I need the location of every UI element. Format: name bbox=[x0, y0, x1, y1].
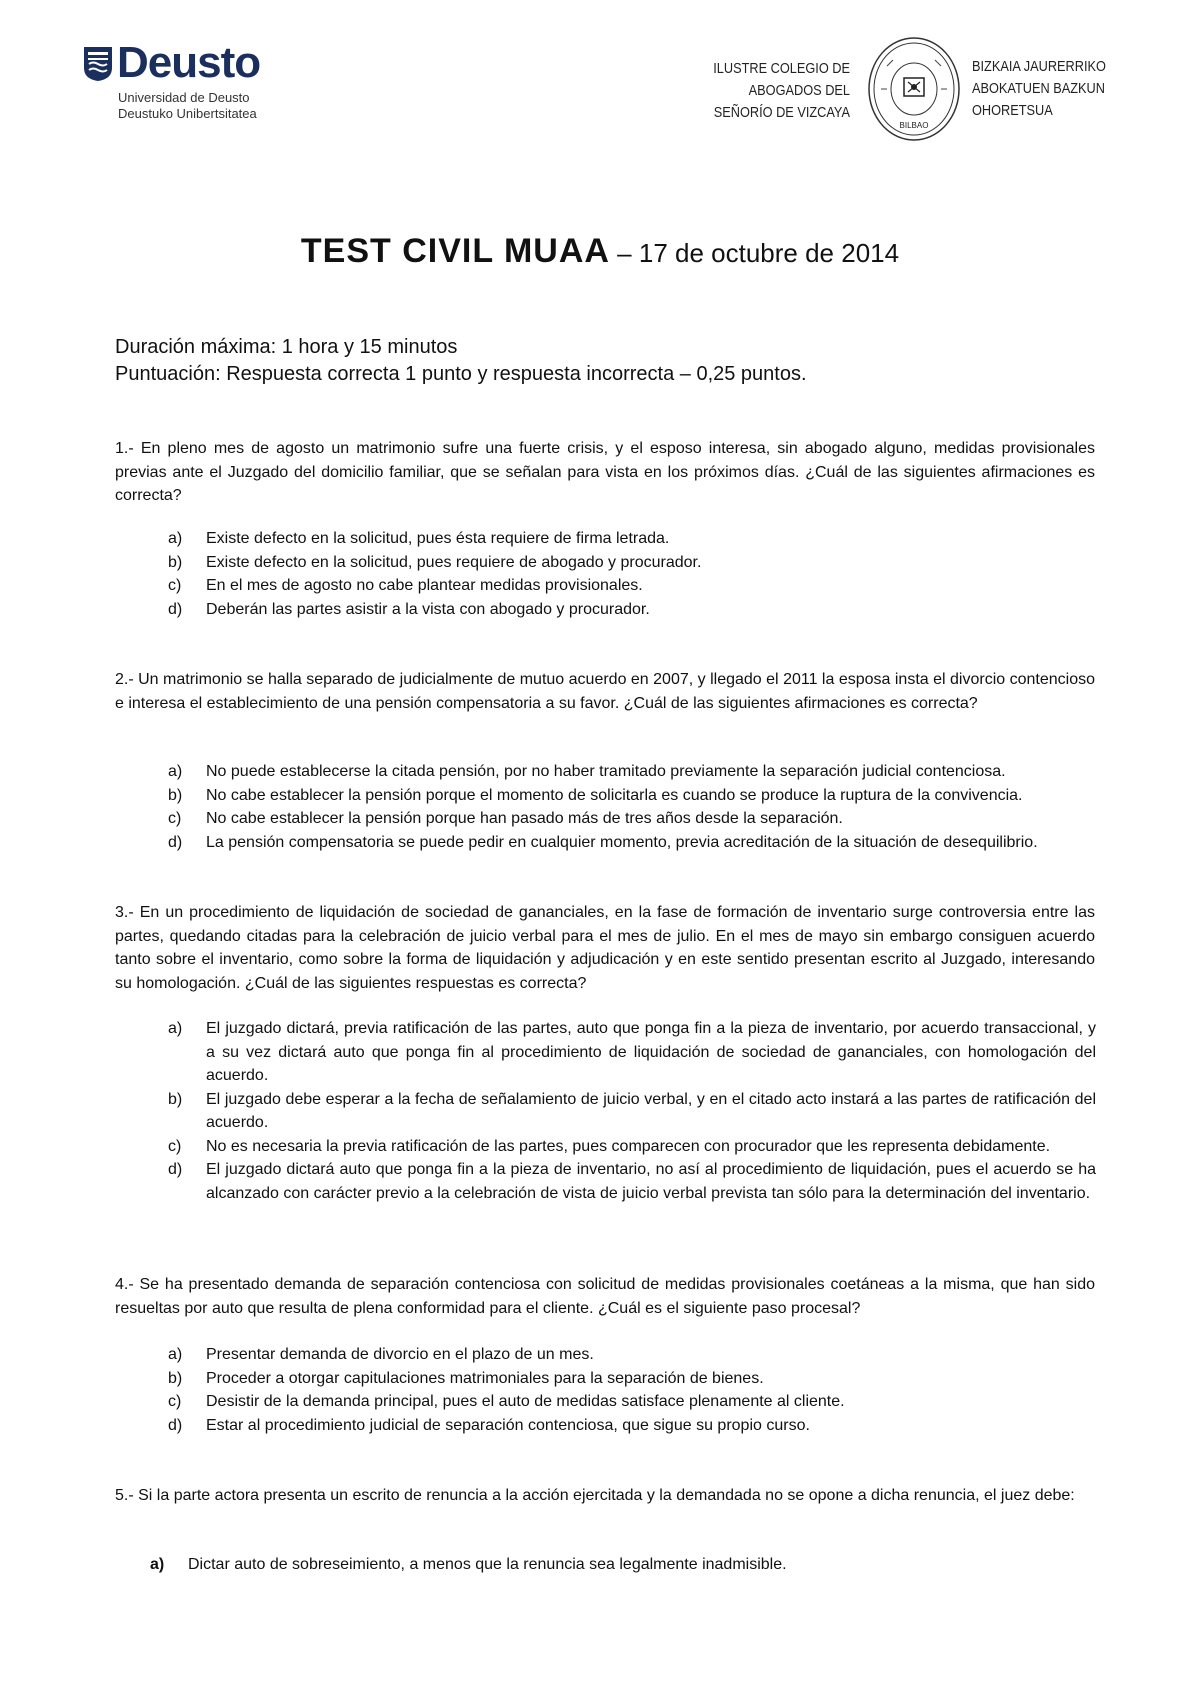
option-item bbox=[168, 1414, 1096, 1438]
option-text: El juzgado dictará auto que ponga fin a la pieza de inventario, no así al procedimiento de liquidación, pues el acuerdo se ha alcanzado con carácter previo a la celebración de vista de juicio verbal prevista tan sólo para la determinación del inventario. bbox=[206, 1161, 1096, 1202]
option-text: Desistir de la demanda principal, pues el auto de medidas satisface plenamente al cliente. bbox=[206, 1393, 845, 1410]
option-text: Deberán las partes asistir a la vista con abogado y procurador. bbox=[206, 600, 650, 618]
deusto-subtitle-eu: Deustuko Unibertsitatea bbox=[118, 106, 257, 121]
option-item bbox=[168, 1390, 1096, 1414]
option-text: No cabe establecer la pensión porque han pasado más de tres años desde la separación. bbox=[206, 810, 843, 827]
question-4: 4.- Se ha presentado demanda de separación contenciosa con solicitud de medidas provisionales coetáneas a la misma, que han sido resueltas por auto que resulta de plena conformidad para el cliente. ¿Cuál es el siguiente paso procesal? bbox=[115, 1276, 1095, 1317]
title-main: TEST CIVIL MUAA bbox=[300, 232, 610, 270]
option-text: No puede establecerse la citada pensión, por no haber tramitado previamente la separación judicial contenciosa. bbox=[206, 763, 1006, 780]
scoring-text: Puntuación: Respuesta correcta 1 punto y respuesta incorrecta – 0,25 puntos. bbox=[115, 363, 807, 385]
option-text: Presentar demanda de divorcio en el plazo de un mes. bbox=[206, 1346, 594, 1363]
option-text: El juzgado debe esperar a la fecha de señalamiento de juicio verbal, y en el citado acto instará a las partes de ratificación del acuerdo. bbox=[206, 1090, 1096, 1131]
duration-text: Duración máxima: 1 hora y 15 minutos bbox=[115, 336, 458, 358]
colegio-es-line: SEÑORÍO DE VIZCAYA bbox=[713, 104, 850, 121]
colegio-es-line: ABOGADOS DEL bbox=[748, 82, 850, 99]
option-text: Dictar auto de sobreseimiento, a menos que la renuncia sea legalmente inadmisible. bbox=[188, 1556, 787, 1573]
option-item bbox=[168, 760, 1096, 784]
colegio-name-es bbox=[689, 58, 851, 124]
option-item bbox=[168, 784, 1096, 808]
colegio-eu-line: OHORETSUA bbox=[972, 102, 1053, 119]
question-4-options bbox=[168, 1343, 1096, 1437]
option-letter: a) bbox=[150, 1556, 165, 1573]
option-letter: a) bbox=[168, 763, 183, 780]
colegio-eu-line: BIZKAIA JAURERRIKO bbox=[972, 58, 1106, 75]
option-text: La pensión compensatoria se puede pedir en cualquier momento, previa acreditación de la situación de desequilibrio. bbox=[206, 833, 1038, 851]
option-item bbox=[168, 598, 1096, 622]
colegio-seal-icon bbox=[867, 36, 961, 142]
option-text: En el mes de agosto no cabe plantear medidas provisionales. bbox=[206, 577, 643, 594]
option-text: No cabe establecer la pensión porque el momento de solicitarla es cuando se produce la ruptura de la convivencia. bbox=[206, 786, 1023, 804]
option-item bbox=[168, 1135, 1096, 1159]
deusto-subtitle-es: Universidad de Deusto bbox=[118, 90, 250, 105]
question-3-options bbox=[168, 1017, 1096, 1205]
option-letter: b) bbox=[168, 1369, 183, 1387]
option-letter: b) bbox=[168, 553, 183, 571]
option-letter: c) bbox=[168, 577, 182, 594]
option-text: No es necesaria la previa ratificación de las partes, pues comparecen con procurador que les representa debidamente. bbox=[206, 1137, 1051, 1155]
title-date: – 17 de octubre de 2014 bbox=[609, 238, 900, 268]
option-letter: d) bbox=[168, 1416, 183, 1434]
option-letter: c) bbox=[168, 1393, 182, 1410]
option-letter: d) bbox=[168, 833, 183, 851]
question-3: 3.- En un procedimiento de liquidación de sociedad de gananciales, en la fase de formación de inventario surge controversia entre las partes, quedando citadas para la celebración de juicio verbal para el mes de julio. En el mes de mayo sin embargo consiguen acuerdo tanto sobre el inventario, como sobre la forma de liquidación y adjudicación y en este sentido presentan escrito al Juzgado, interesando su homologación. ¿Cuál de las siguientes respuestas es correcta? bbox=[115, 904, 1095, 992]
option-item bbox=[168, 574, 1096, 598]
option-text: Estar al procedimiento judicial de separación contenciosa, que sigue su propio curso. bbox=[206, 1416, 810, 1434]
deusto-wordmark: Deusto bbox=[117, 38, 261, 87]
option-item bbox=[150, 1553, 1078, 1577]
seal-label: BILBAO bbox=[899, 121, 929, 130]
colegio-name-eu bbox=[972, 56, 1125, 122]
option-text: Existe defecto en la solicitud, pues ésta requiere de firma letrada. bbox=[206, 530, 670, 547]
question-5: 5.- Si la parte actora presenta un escrito de renuncia a la acción ejercitada y la demandada no se opone a dicha renuncia, el juez debe: bbox=[115, 1487, 1075, 1504]
colegio-es-line: ILUSTRE COLEGIO DE bbox=[713, 60, 850, 77]
option-item bbox=[168, 551, 1096, 575]
option-text: Proceder a otorgar capitulaciones matrimoniales para la separación de bienes. bbox=[206, 1369, 764, 1387]
question-1-options bbox=[168, 527, 1096, 621]
option-letter: a) bbox=[168, 530, 183, 547]
deusto-logo bbox=[83, 38, 303, 134]
deusto-shield-icon bbox=[83, 46, 113, 82]
option-text: El juzgado dictará, previa ratificación de las partes, auto que ponga fin a la pieza de inventario, por acuerdo transaccional, y a su vez dictará auto que ponga fin al procedimiento de liquidación de sociedad de gananciales, con homologación del acuerdo. bbox=[206, 1020, 1096, 1084]
option-item bbox=[168, 1158, 1096, 1205]
colegio-eu-line: ABOKATUEN BAZKUN bbox=[972, 80, 1105, 97]
option-letter: d) bbox=[168, 1161, 183, 1178]
option-letter: c) bbox=[168, 1137, 182, 1155]
option-letter: d) bbox=[168, 600, 183, 618]
option-item bbox=[168, 807, 1096, 831]
option-letter: a) bbox=[168, 1020, 183, 1037]
option-letter: c) bbox=[168, 810, 182, 827]
question-2: 2.- Un matrimonio se halla separado de judicialmente de mutuo acuerdo en 2007, y llegado el 2011 la esposa insta el divorcio contencioso e interesa el establecimiento de una pensión compensatoria a su favor. ¿Cuál de las siguientes afirmaciones es correcta? bbox=[115, 671, 1095, 712]
option-item bbox=[168, 1017, 1096, 1088]
question-5-options bbox=[150, 1553, 1078, 1577]
option-item bbox=[168, 1343, 1096, 1367]
option-item bbox=[168, 1088, 1096, 1135]
option-letter: a) bbox=[168, 1346, 183, 1363]
option-text: Existe defecto en la solicitud, pues requiere de abogado y procurador. bbox=[206, 553, 702, 571]
option-letter: b) bbox=[168, 1090, 183, 1108]
question-1: 1.- En pleno mes de agosto un matrimonio sufre una fuerte crisis, y el esposo interesa, sin abogado alguno, medidas provisionales previas ante el Juzgado del domicilio familiar, que se señalan para vista en los próximos días. ¿Cuál de las siguientes afirmaciones es correcta? bbox=[115, 440, 1095, 504]
option-letter: b) bbox=[168, 786, 183, 804]
question-2-options bbox=[168, 760, 1096, 854]
option-item bbox=[168, 1367, 1096, 1391]
document-title bbox=[0, 232, 1200, 271]
option-item bbox=[168, 831, 1096, 855]
exam-meta bbox=[115, 334, 807, 388]
option-item bbox=[168, 527, 1096, 551]
